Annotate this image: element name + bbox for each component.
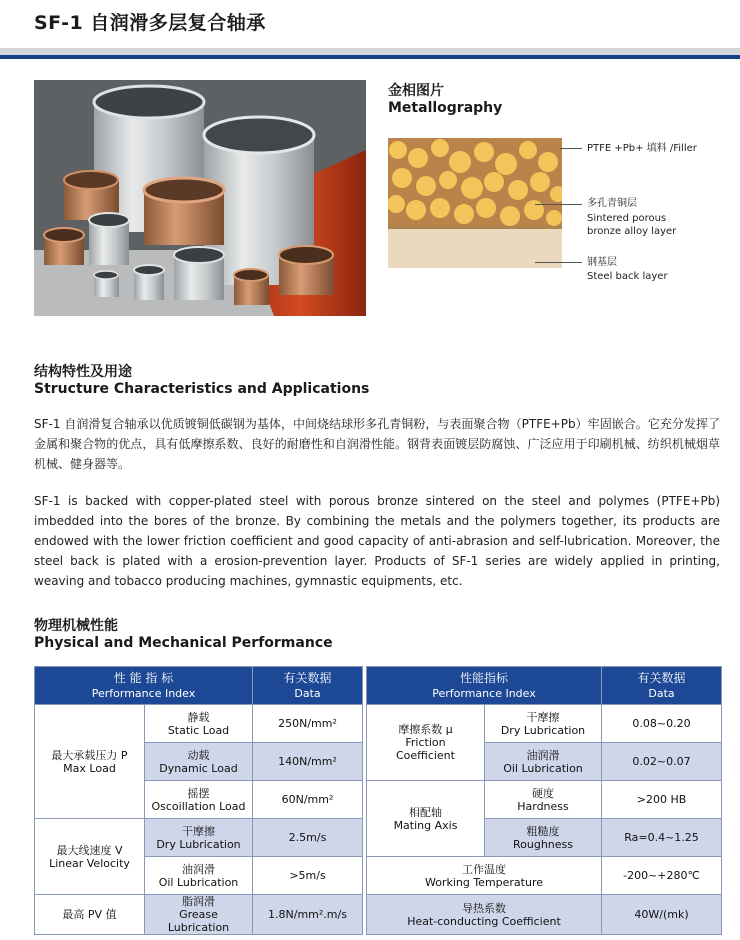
velocity-oil-cell: 油润滑 Oil Lubrication [145, 857, 253, 895]
pv-cell: 最高 PV 值 [35, 895, 145, 935]
metallography-title-en: Metallography [388, 100, 503, 116]
heat-conducting-cell: 导热系数 Heat-conducting Coefficient [367, 895, 602, 935]
friction-dry-cell: 干摩擦 Dry Lubrication [485, 705, 602, 743]
structure-title-en: Structure Characteristics and Applications [34, 381, 370, 397]
oscillation-load-cell: 摇摆 Oscoillation Load [145, 781, 253, 819]
bronze-label-en2: bronze alloy layer [587, 226, 677, 237]
header-left-data: 有关数据 Data [253, 667, 363, 705]
structure-paragraph-cn: SF-1 自润滑复合轴承以优质镀铜低碳钢为基体，中间烧结球形多孔青铜粉，与表面聚合物（PTFE+Pb）牢固嵌合。它充分发挥了金属和聚合物的优点，具有低摩擦系数、良好的耐磨性和自润滑性能。钢背表面镀层防腐蚀、广泛应用于印刷机械、纺织机械烟草机械、健身器等。 [34, 417, 720, 471]
velocity-dry-value: 2.5m/s [253, 819, 363, 857]
dynamic-load-cell: 动载 Dynamic Load [145, 743, 253, 781]
product-photo [34, 80, 366, 316]
page-title: SF-1 自润滑多层复合轴承 [34, 12, 266, 34]
header-gray-bar [0, 48, 740, 55]
roughness-value: Ra=0.4~1.25 [602, 819, 722, 857]
metallography-title-cn: 金相图片 [388, 83, 444, 99]
hardness-value: >200 HB [602, 781, 722, 819]
friction-oil-value: 0.02~0.07 [602, 743, 722, 781]
bronze-label-cn: 多孔青铜层 [587, 198, 637, 209]
header-left-index: 性 能 指 标 Performance Index [35, 667, 253, 705]
dynamic-load-value: 140N/mm² [253, 743, 363, 781]
working-temperature-cell: 工作温度 Working Temperature [367, 857, 602, 895]
roughness-cell: 粗糙度 Roughness [485, 819, 602, 857]
hardness-cell: 硬度 Hardness [485, 781, 602, 819]
static-load-cell: 静载 Static Load [145, 705, 253, 743]
oscillation-load-value: 60N/mm² [253, 781, 363, 819]
friction-oil-cell: 油润滑 Oil Lubrication [485, 743, 602, 781]
physical-title-en: Physical and Mechanical Performance [34, 635, 333, 651]
structure-title-cn: 结构特性及用途 [34, 364, 132, 380]
performance-table [34, 666, 722, 935]
mating-axis-cell: 相配轴 Mating Axis [367, 781, 485, 857]
table-header-row [35, 667, 722, 705]
header-right-index: 性能指标 Performance Index [367, 667, 602, 705]
bronze-leader-line [535, 204, 582, 205]
friction-cell: 摩擦系数 μ Friction Coefficient [367, 705, 485, 781]
bronze-label-en1: Sintered porous [587, 213, 667, 224]
header-right-data: 有关数据 Data [602, 667, 722, 705]
friction-dry-value: 0.08~0.20 [602, 705, 722, 743]
table-row [35, 705, 722, 743]
velocity-oil-value: >5m/s [253, 857, 363, 895]
pv-grease-cell: 脂润滑 Grease Lubrication [145, 895, 253, 935]
max-load-cell: 最大承载压力 P Max Load [35, 705, 145, 819]
pv-grease-value: 1.8N/mm².m/s [253, 895, 363, 935]
working-temperature-value: -200~+280℃ [602, 857, 722, 895]
table-row [35, 895, 722, 935]
heat-conducting-value: 40W/(mk) [602, 895, 722, 935]
velocity-cell: 最大线速度 V Linear Velocity [35, 819, 145, 895]
steel-label-en: Steel back layer [587, 271, 668, 282]
metallography-image [388, 138, 562, 268]
steel-label-cn: 钢基层 [587, 257, 617, 268]
structure-paragraph-en: SF-1 is backed with copper-plated steel with porous bronze sintered on the steel and polymes (PTFE+Pb) imbedded into the bores of the bronze. By combining the metals and the polymers together, its products are endowed with the lower friction coefficient and good capacity of anti-abrasion and self-lubrication. Moreover, the steel back is plated with a erosion-prevention layer. Products of SF-1 series are widely applied in printing, weaving and tobacco producing machines, gymnastic equipments, etc. [34, 494, 720, 588]
steel-leader-line [535, 262, 582, 263]
filler-leader-line [560, 148, 582, 149]
header-blue-bar [0, 55, 740, 59]
static-load-value: 250N/mm² [253, 705, 363, 743]
filler-label: PTFE +Pb+ 填料 /Filler [587, 143, 697, 154]
physical-title-cn: 物理机械性能 [34, 618, 118, 634]
velocity-dry-cell: 干摩擦 Dry Lubrication [145, 819, 253, 857]
